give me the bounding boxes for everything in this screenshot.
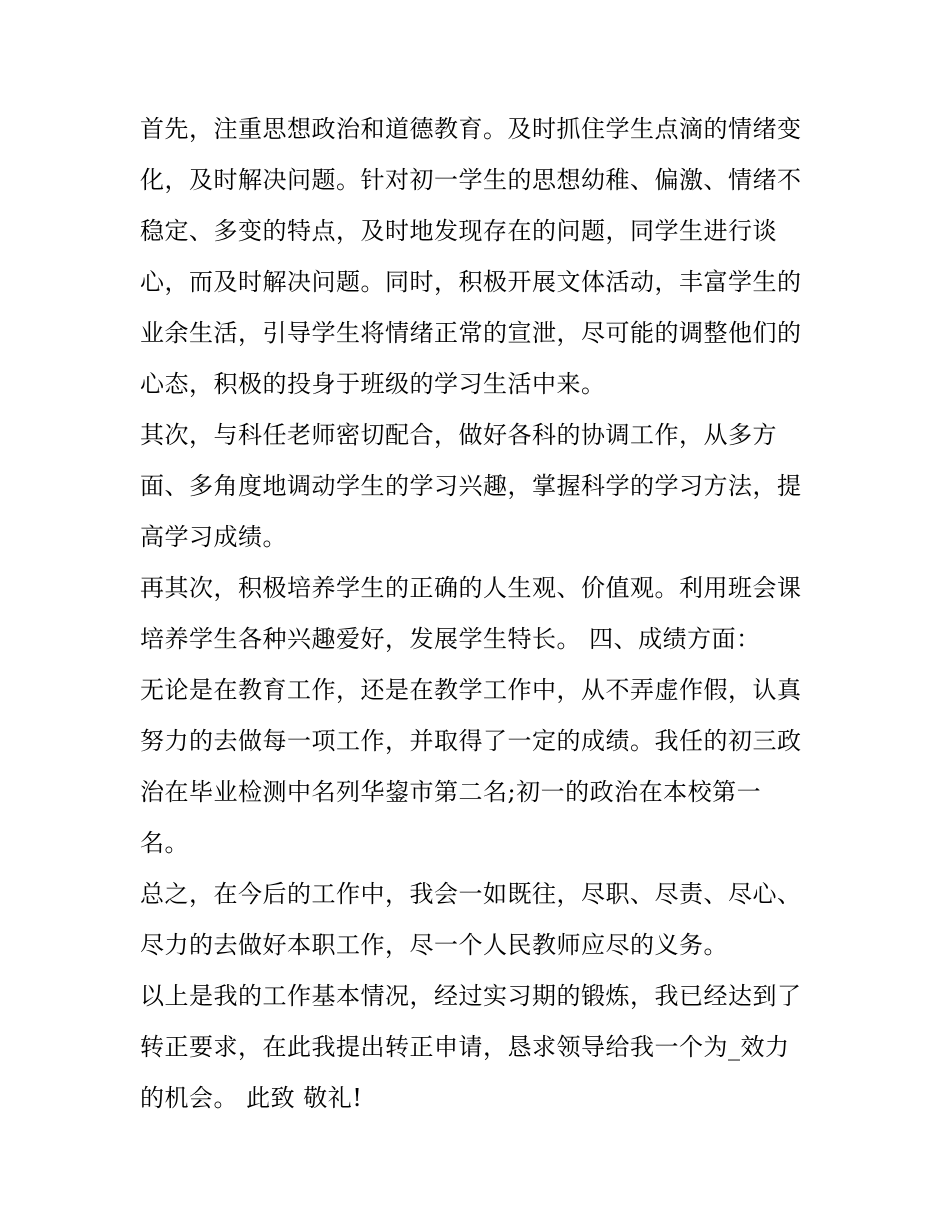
text-line-20: 的机会。 此致 敬礼! <box>140 1084 363 1112</box>
text-line-7: 其次，与科任老师密切配合，做好各科的协调工作，从多方 <box>140 421 777 449</box>
text-line-14: 治在毕业检测中名列华鋆市第二名;初一的政治在本校第一 <box>140 778 762 806</box>
text-line-8: 面、多角度地调动学生的学习兴趣，掌握科学的学习方法，提 <box>140 472 802 500</box>
text-line-11: 培养学生各种兴趣爱好，发展学生特长。 四、成绩方面： <box>140 625 761 653</box>
text-line-17: 尽力的去做好本职工作，尽一个人民教师应尽的义务。 <box>140 931 728 959</box>
text-line-13: 努力的去做每一项工作，并取得了一定的成绩。我任的初三政 <box>140 727 802 755</box>
text-line-12: 无论是在教育工作，还是在教学工作中，从不弄虚作假，认真 <box>140 676 802 704</box>
text-line-1: 首先，注重思想政治和道德教育。及时抓住学生点滴的情绪变 <box>140 115 802 143</box>
text-line-2: 化，及时解决问题。针对初一学生的思想幼稚、偏激、情绪不 <box>140 166 802 194</box>
text-line-19: 转正要求，在此我提出转正申请，恳求领导给我一个为_效力 <box>140 1033 790 1061</box>
text-line-6: 心态，积极的投身于班级的学习生活中来。 <box>140 370 606 398</box>
text-line-18: 以上是我的工作基本情况，经过实习期的锻炼，我已经达到了 <box>140 982 802 1010</box>
text-line-9: 高学习成绩。 <box>140 523 287 551</box>
text-line-16: 总之，在今后的工作中，我会一如既往，尽职、尽责、尽心、 <box>140 880 802 908</box>
text-line-15: 名。 <box>140 829 189 857</box>
text-line-10: 再其次，积极培养学生的正确的人生观、价值观。利用班会课 <box>140 574 802 602</box>
document-body <box>140 104 820 1124</box>
text-line-5: 业余生活，引导学生将情绪正常的宣泄，尽可能的调整他们的 <box>140 319 802 347</box>
text-line-4: 心，而及时解决问题。同时，积极开展文体活动，丰富学生的 <box>140 268 802 296</box>
text-line-3: 稳定、多变的特点，及时地发现存在的问题，同学生进行谈 <box>140 217 777 245</box>
